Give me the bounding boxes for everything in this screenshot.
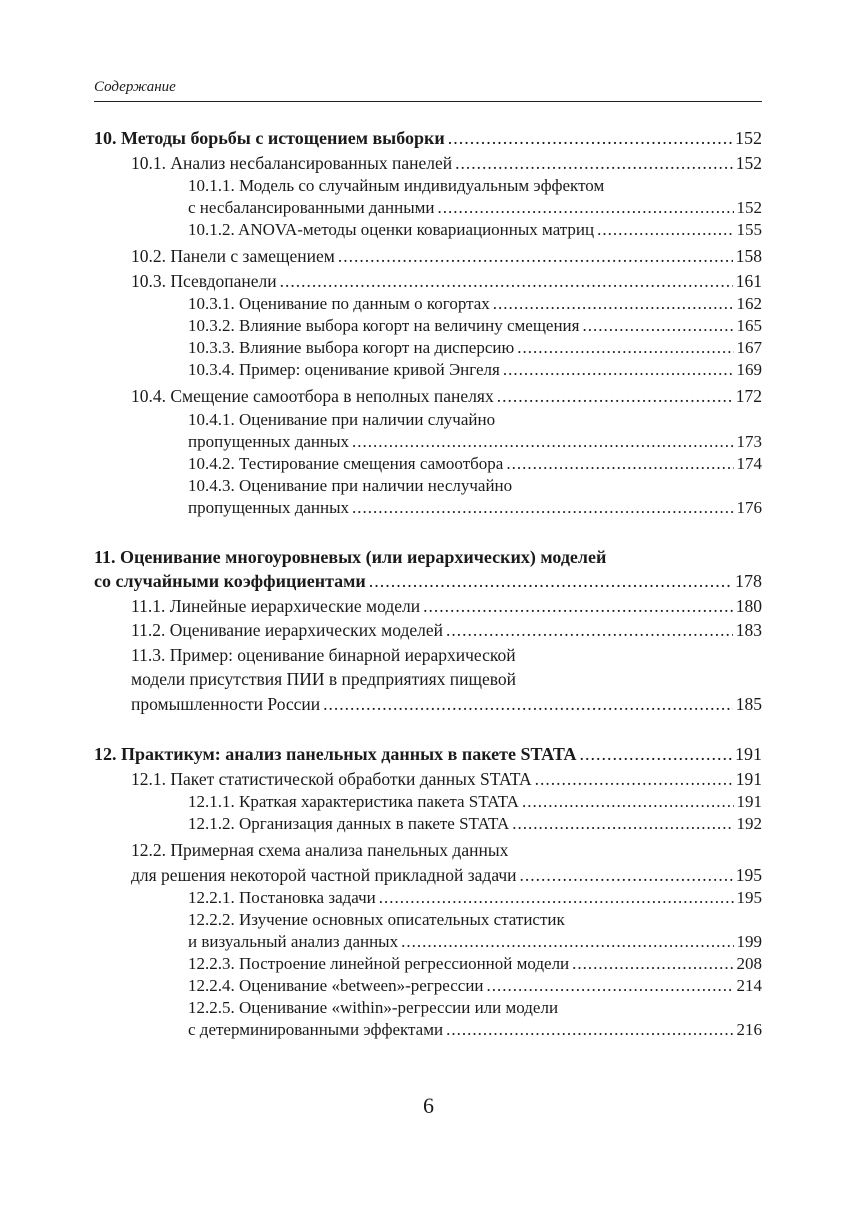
toc-entry-title: 10.3.2. Влияние выбора когорт на величину смещения <box>188 316 580 335</box>
dot-leader <box>597 219 733 241</box>
toc-entry-title: с детерминированными эффектами <box>188 1020 444 1039</box>
dot-leader <box>423 594 733 619</box>
toc-entry <box>94 643 762 717</box>
toc-page-number: 185 <box>735 693 762 714</box>
toc-page-number: 172 <box>735 386 762 406</box>
toc-page-number: 195 <box>736 888 762 907</box>
toc-entry-title: 12.1.1. Краткая характеристика пакета STATA <box>188 792 519 811</box>
toc-page-number: 216 <box>736 1020 762 1039</box>
dot-leader <box>352 431 733 453</box>
dot-leader <box>487 975 734 997</box>
dot-leader <box>535 767 733 792</box>
toc-entry-title: 10.4.3. Оценивание при наличии неслучайно <box>188 475 513 495</box>
table-of-contents <box>94 126 762 1041</box>
toc-entry-title: 12.2. Примерная схема анализа панельных данных <box>131 840 509 860</box>
toc-entry-title: 10.3.1. Оценивание по данным о когортах <box>188 294 490 313</box>
toc-entry-title: 12.1. Пакет статистической обработки данных STATA <box>131 768 532 789</box>
toc-entry-title: 12.2.4. Оценивание «between»-регрессии <box>188 976 484 995</box>
toc-entry <box>94 975 762 997</box>
toc-entry <box>94 887 762 909</box>
toc-entry <box>94 953 762 975</box>
dot-leader <box>582 315 733 337</box>
toc-entry-title: 10. Методы борьбы с истощением выборки <box>94 128 445 148</box>
toc-entry-title: пропущенных данных <box>188 497 350 517</box>
toc-page-number: 178 <box>735 571 762 591</box>
toc-entry <box>94 315 762 337</box>
dot-leader <box>512 813 733 835</box>
toc-page-number: 165 <box>736 316 762 335</box>
toc-entry <box>94 384 762 409</box>
toc-entry-title: пропущенных данных <box>188 431 350 451</box>
dot-leader <box>338 244 733 269</box>
toc-entry-title: 10.3.4. Пример: оценивание кривой Энгеля <box>188 360 500 379</box>
dot-leader <box>401 931 733 953</box>
toc-entry-title: промышленности России <box>131 693 321 714</box>
dot-leader <box>352 497 733 519</box>
toc-page-number: 161 <box>735 270 762 291</box>
toc-entry <box>94 997 762 1041</box>
toc-entry <box>94 838 762 887</box>
dot-leader <box>522 791 734 813</box>
toc-entry-title: 11.3. Пример: оценивание бинарной иерархической <box>131 644 516 665</box>
dot-leader <box>520 863 733 888</box>
toc-entry <box>94 791 762 813</box>
toc-page-number: 192 <box>736 814 762 833</box>
toc-page-number: 174 <box>736 453 762 473</box>
toc-entry <box>94 293 762 315</box>
dot-leader <box>280 269 733 294</box>
toc-entry <box>94 475 762 519</box>
toc-entry <box>94 151 762 176</box>
toc-page-number: 169 <box>736 360 762 379</box>
toc-entry-title: 10.4.2. Тестирование смещения самоотбора <box>188 453 504 473</box>
toc-page-number: 195 <box>735 864 762 885</box>
toc-entry <box>94 269 762 294</box>
toc-entry-title: с несбалансированными данными <box>188 198 435 217</box>
header-rule <box>94 101 762 102</box>
toc-entry-title: 12. Практикум: анализ панельных данных в пакете STATA <box>94 744 577 764</box>
toc-page-number: 214 <box>736 976 762 995</box>
dot-leader <box>369 569 732 594</box>
toc-page-number: 191 <box>735 768 762 789</box>
toc-page-number: 167 <box>736 338 762 357</box>
toc-entry-title: 10.2. Панели с замещением <box>131 246 335 266</box>
toc-entry-title: 10.4.1. Оценивание при наличии случайно <box>188 409 496 429</box>
toc-entry-title: 12.2.5. Оценивание «within»-регрессии или модели <box>188 998 559 1017</box>
dot-leader <box>437 197 733 219</box>
toc-entry <box>94 545 762 594</box>
toc-entry-title: 10.4. Смещение самоотбора в неполных панелях <box>131 386 494 406</box>
toc-entry-title: 11. Оценивание многоуровневых (или иерархических) моделей <box>94 546 607 567</box>
toc-page-number: 180 <box>735 595 762 616</box>
dot-leader <box>323 692 733 717</box>
dot-leader <box>506 453 733 475</box>
toc-entry <box>94 909 762 953</box>
toc-entry-title: со случайными коэффициентами <box>94 571 366 591</box>
dot-leader <box>446 1019 733 1041</box>
toc-page-number: 199 <box>736 932 762 951</box>
toc-entry-title: 12.2.2. Изучение основных описательных статистик <box>188 910 565 929</box>
toc-page-number: 191 <box>735 744 762 764</box>
toc-entry <box>94 409 762 453</box>
toc-page-number: 152 <box>735 152 762 173</box>
toc-entry-title: модели присутствия ПИИ в предприятиях пищевой <box>131 669 516 689</box>
toc-entry-title: 10.3.3. Влияние выбора когорт на дисперсию <box>188 338 515 357</box>
toc-entry-title: 10.1.1. Модель со случайным индивидуальным эффектом <box>188 176 605 195</box>
dot-leader <box>517 337 733 359</box>
toc-entry <box>94 618 762 643</box>
dot-leader <box>446 618 733 643</box>
toc-entry-title: 12.2.1. Постановка задачи <box>188 888 376 907</box>
dot-leader <box>497 384 733 409</box>
toc-page-number: 158 <box>735 246 762 266</box>
running-header: Содержание <box>94 79 176 95</box>
toc-entry <box>94 126 762 151</box>
toc-page-number: 162 <box>736 294 762 313</box>
toc-entry-title: 10.3. Псевдопанели <box>131 270 277 291</box>
dot-leader <box>448 126 732 151</box>
toc-entry <box>94 244 762 269</box>
toc-entry <box>94 175 762 219</box>
toc-entry <box>94 337 762 359</box>
toc-entry-title: и визуальный анализ данных <box>188 932 399 951</box>
toc-entry-title: 11.2. Оценивание иерархических моделей <box>131 620 444 640</box>
toc-page-number: 208 <box>736 954 762 973</box>
toc-entry <box>94 219 762 241</box>
dot-leader <box>572 953 733 975</box>
toc-entry <box>94 813 762 835</box>
page-number: 6 <box>423 1093 434 1118</box>
toc-page-number: 176 <box>736 497 762 517</box>
dot-leader <box>493 293 734 315</box>
toc-entry <box>94 742 762 767</box>
toc-entry <box>94 359 762 381</box>
toc-page-number: 173 <box>736 431 762 451</box>
toc-entry <box>94 594 762 619</box>
toc-entry <box>94 767 762 792</box>
toc-entry-title: 10.1. Анализ несбалансированных панелей <box>131 152 453 173</box>
toc-entry-title: для решения некоторой частной прикладной задачи <box>131 864 517 885</box>
toc-entry-title: 11.1. Линейные иерархические модели <box>131 595 421 616</box>
toc-entry-title: 10.1.2. ANOVA-методы оценки ковариационных матриц <box>188 220 595 239</box>
dot-leader <box>503 359 734 381</box>
toc-entry-title: 12.2.3. Построение линейной регрессионной модели <box>188 954 570 973</box>
dot-leader <box>455 151 733 176</box>
toc-page-number: 152 <box>736 198 762 217</box>
dot-leader <box>579 742 732 767</box>
toc-entry-title: 12.1.2. Организация данных в пакете STATA <box>188 814 510 833</box>
toc-page-number: 191 <box>736 792 762 811</box>
toc-entry <box>94 453 762 475</box>
dot-leader <box>379 887 734 909</box>
toc-page-number: 152 <box>735 128 762 148</box>
toc-page-number: 155 <box>736 220 762 239</box>
toc-page-number: 183 <box>735 620 762 640</box>
